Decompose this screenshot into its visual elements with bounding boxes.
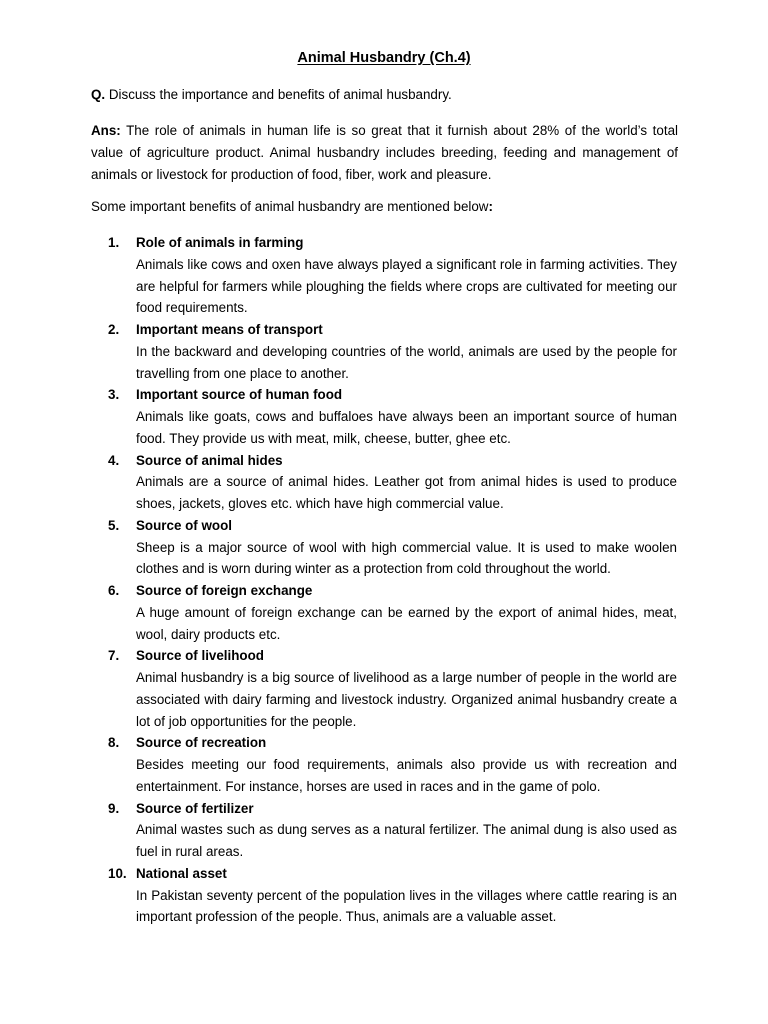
item-body: Besides meeting our food requirements, animals also provide us with recreation and entertainment. For instance, horses are used in races and in the game of polo.: [136, 757, 677, 794]
item-number: 4.: [108, 452, 120, 468]
question-text: Discuss the importance and benefits of animal husbandry.: [108, 87, 452, 102]
list-item: [0, 732, 768, 797]
item-number: 1.: [108, 235, 120, 250]
item-body: In Pakistan seventy percent of the population lives in the villages where cattle rearing is an important profession of the people. Thus, animals are a valuable asset.: [136, 887, 677, 925]
list-item: [0, 798, 768, 863]
benefits-list: [0, 232, 768, 928]
item-number: 7.: [108, 648, 120, 664]
list-item: [0, 319, 768, 384]
item-number: 6.: [108, 583, 120, 598]
answer-paragraph: [91, 120, 678, 186]
intro-colon: :: [488, 199, 493, 214]
item-heading: Important source of human food: [136, 387, 343, 403]
list-item: [0, 232, 768, 319]
item-heading: National asset: [136, 865, 227, 881]
item-body: In the backward and developing countries of the world, animals are used by the people for travelling from one place to another.: [136, 343, 677, 381]
intro-text: Some important benefits of animal husbandry are mentioned below: [91, 199, 489, 214]
item-body: Animals are a source of animal hides. Leather got from animal hides is used to produce shoes, jackets, gloves etc. which have high commercial value.: [136, 474, 677, 511]
item-number: 2.: [108, 322, 120, 337]
item-heading: Source of livelihood: [136, 648, 264, 664]
question-label: Q.: [91, 87, 106, 102]
item-heading: Source of wool: [136, 517, 232, 533]
list-item: [0, 384, 768, 449]
item-body: Animals like goats, cows and buffaloes have always been an important source of human food. They provide us with meat, milk, cheese, butter, ghee etc.: [136, 409, 677, 446]
item-heading: Role of animals in farming: [136, 235, 304, 250]
list-item: [0, 450, 768, 515]
item-number: 5.: [108, 517, 120, 533]
item-heading: Source of foreign exchange: [136, 583, 313, 598]
list-item: [0, 515, 768, 580]
benefits-intro: [91, 199, 681, 214]
item-body: Animals like cows and oxen have always played a significant role in farming activities. They are helpful for farmers while ploughing the fields where crops are cultivated for meeting our food requirements.: [136, 256, 677, 316]
answer-text: The role of animals in human life is so great that it furnish about 28% of the world’s total value of agriculture product. Animal husbandry includes breeding, feeding and management of animals or livestock for production of food, fiber, work and pleasure.: [91, 123, 678, 182]
item-body: Animal husbandry is a big source of livelihood as a large number of people in the world are associated with dairy farming and livestock industry. Organized animal husbandry create a lot of job opportunities for the people.: [136, 670, 677, 729]
item-heading: Important means of transport: [136, 322, 323, 337]
page-title: Animal Husbandry (Ch.4): [297, 50, 471, 66]
item-number: 8.: [108, 735, 120, 751]
question: [91, 87, 681, 102]
item-number: 9.: [108, 800, 120, 816]
list-item: [0, 645, 768, 732]
answer-label: Ans:: [91, 123, 121, 138]
item-number: 10.: [108, 865, 127, 881]
item-body: Animal wastes such as dung serves as a natural fertilizer. The animal dung is also used as fuel in rural areas.: [136, 822, 677, 859]
list-item: [0, 580, 768, 645]
item-heading: Source of fertilizer: [136, 800, 254, 816]
item-number: 3.: [108, 387, 120, 403]
item-heading: Source of recreation: [136, 735, 267, 751]
item-heading: Source of animal hides: [136, 452, 283, 468]
item-body: Sheep is a major source of wool with high commercial value. It is used to make woolen clothes and is worn during winter as a protection from cold throughout the world.: [136, 539, 677, 577]
item-body: A huge amount of foreign exchange can be earned by the export of animal hides, meat, wool, dairy products etc.: [136, 604, 677, 642]
list-item: [0, 863, 768, 928]
